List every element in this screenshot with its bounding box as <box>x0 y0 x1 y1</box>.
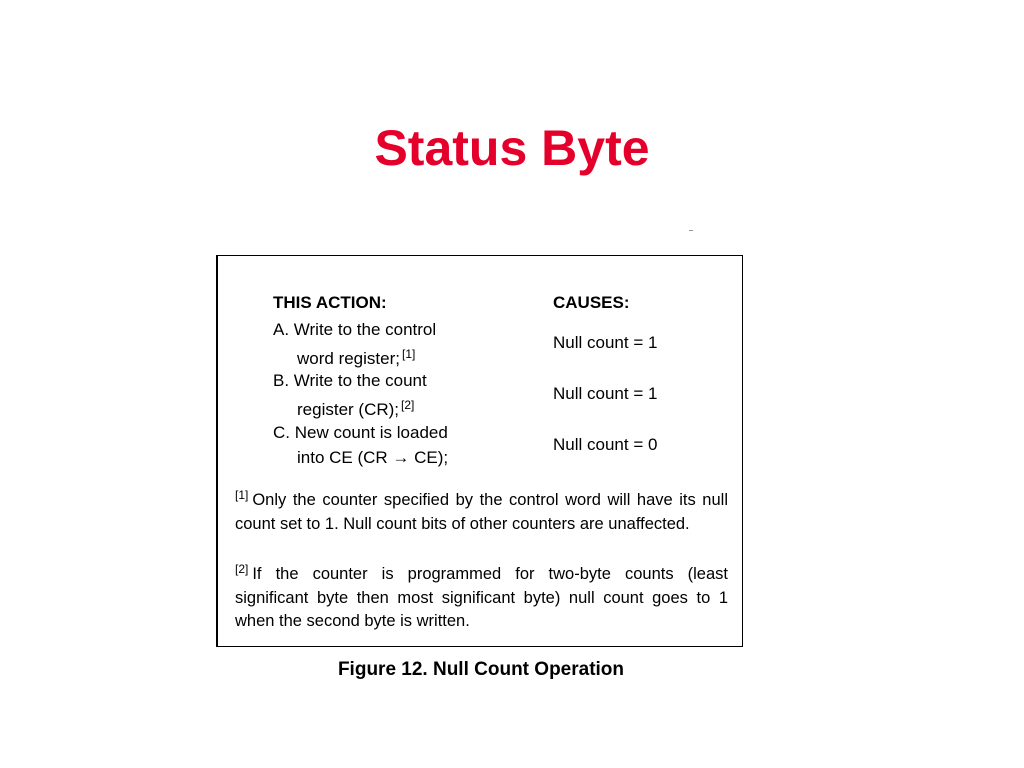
figure-caption: Figure 12. Null Count Operation <box>337 659 625 680</box>
action-b-line2-text: register (CR); <box>297 400 400 419</box>
footnote-ref-2: [2] <box>401 398 415 412</box>
cause-row-c: Null count = 0 <box>553 435 658 454</box>
header-causes: CAUSES: <box>553 293 630 312</box>
action-row-a <box>273 317 436 371</box>
action-a-line2-text: word register; <box>297 349 400 368</box>
action-c-line2: into CE (CR → CE); <box>297 448 449 467</box>
action-a-line2 <box>273 342 436 371</box>
action-row-c <box>273 420 448 470</box>
footnote-ref-1: [1] <box>401 347 416 361</box>
slide-title: Status Byte <box>374 119 650 176</box>
footnote-1 <box>235 484 728 536</box>
header-this-action: THIS ACTION: <box>273 293 387 312</box>
footnote-1-mark: [1] <box>235 488 249 502</box>
footnote-2 <box>235 558 728 634</box>
action-a-line1: A. Write to the control <box>273 320 437 339</box>
action-c-line1: C. New count is loaded <box>273 423 448 442</box>
footnote-1-text: Only the counter specified by the control word will have its null count set to 1. Null count bits of other counters are unaffected. <box>235 491 728 533</box>
action-b-line1: B. Write to the count <box>273 371 427 390</box>
null-count-figure <box>216 255 743 647</box>
cause-row-b: Null count = 1 <box>553 384 658 403</box>
action-b-line2 <box>273 393 427 422</box>
cause-row-a: Null count = 1 <box>553 333 658 352</box>
footnote-2-mark: [2] <box>235 562 249 576</box>
action-row-b <box>273 368 427 422</box>
footnote-2-text: If the counter is programmed for two-byte counts (least significant byte then most significant byte) null count goes to 1 when the second byte is written. <box>235 565 728 630</box>
scan-artifact-mark <box>689 230 693 231</box>
